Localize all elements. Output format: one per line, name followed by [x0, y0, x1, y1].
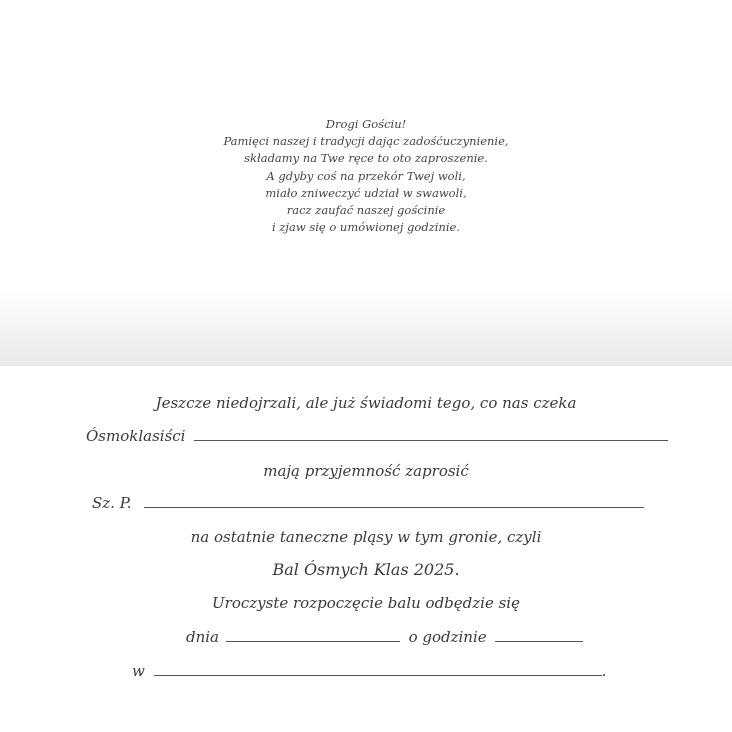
place-end-period: .	[601, 662, 607, 680]
poem-line: składamy na Twe ręce to oto zaproszenie.	[244, 151, 488, 166]
guest-row	[92, 494, 644, 512]
inner-right-panel	[0, 366, 732, 732]
place-label: w	[132, 662, 145, 680]
place-row	[132, 662, 606, 680]
time-blank-line[interactable]	[495, 641, 583, 642]
hosts-row	[86, 427, 668, 445]
dance-line: na ostatnie taneczne pląsy w tym gronie, czyli	[190, 528, 542, 546]
poem-line: A gdyby coś na przekór Twej woli,	[266, 168, 466, 183]
event-name: Bal Ósmych Klas 2025.	[272, 560, 460, 579]
guest-label: Sz. P.	[92, 494, 132, 512]
guest-poem	[0, 116, 732, 236]
hosts-blank-line[interactable]	[194, 440, 668, 441]
invite-phrase: mają przyjemność zaprosić	[263, 462, 469, 480]
poem-line: miało zniweczyć udział w swawoli,	[265, 185, 467, 200]
date-time-row	[186, 628, 583, 646]
time-label: o godzinie	[408, 628, 487, 646]
poem-line: racz zaufać naszej gościnie	[286, 203, 446, 218]
start-line: Uroczyste rozpoczęcie balu odbędzie się	[212, 594, 520, 612]
place-blank-line[interactable]	[154, 675, 602, 676]
poem-line: Pamięci naszej i tradycji dając zadośćuczynienie,	[223, 134, 509, 149]
poem-line: Drogi Gościu!	[325, 117, 407, 131]
intro-text: Jeszcze niedojrzali, ale już świadomi tego, co nas czeka	[155, 394, 577, 412]
poem-line: i zjaw się o umówionej godzinie.	[272, 220, 460, 235]
date-blank-line[interactable]	[226, 641, 400, 642]
date-label: dnia	[186, 628, 220, 646]
guest-blank-line[interactable]	[144, 507, 644, 508]
hosts-label: Ósmoklasiści	[86, 427, 186, 445]
